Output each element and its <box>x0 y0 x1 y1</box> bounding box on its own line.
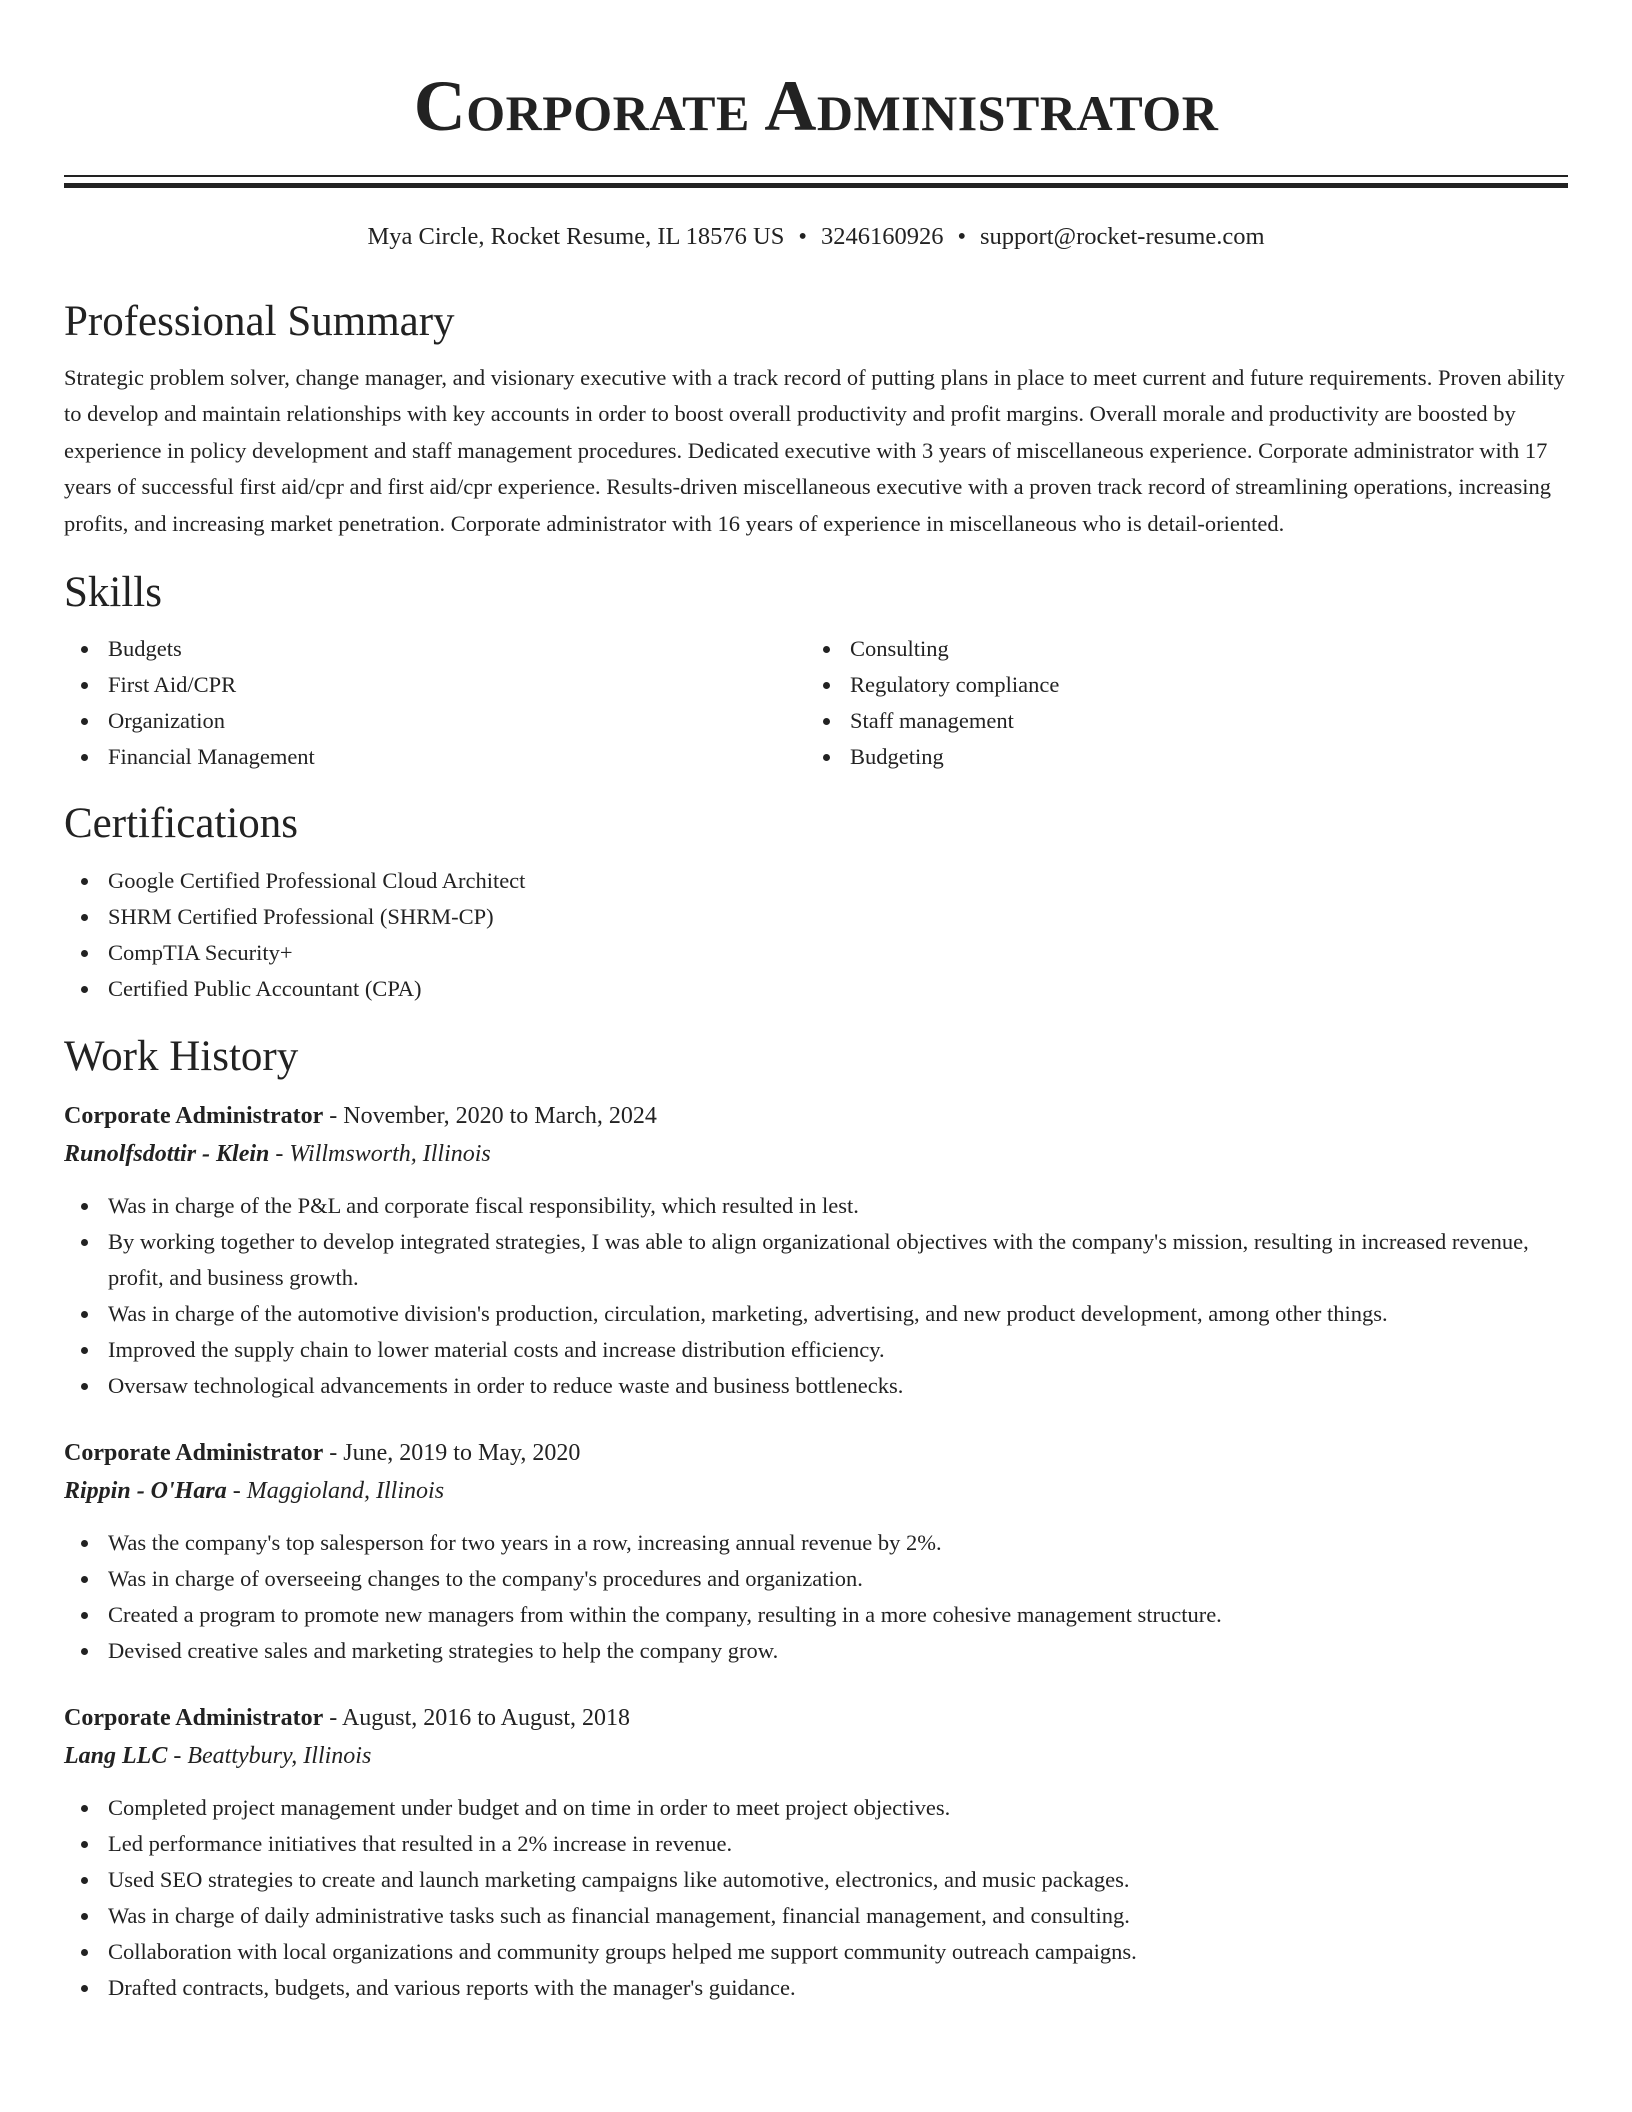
skills-section <box>64 569 1568 775</box>
skill-item: Organization <box>64 703 806 739</box>
resume-name-title: Corporate Administrator <box>413 66 1219 146</box>
skill-item: Regulatory compliance <box>806 667 1548 703</box>
job-location: - Beattybury, Illinois <box>167 1743 372 1770</box>
contact-email: support@rocket-resume.com <box>980 223 1265 250</box>
job-bullet: Was in charge of the P&L and corporate fiscal responsibility, which resulted in lest. <box>64 1188 1568 1224</box>
job-bullets <box>64 1790 1568 2006</box>
certification-item: CompTIA Security+ <box>64 935 1568 971</box>
certifications-heading: Certifications <box>64 800 299 848</box>
job-company-line <box>64 1737 1568 1775</box>
skills-column-right <box>806 631 1548 775</box>
skill-item: First Aid/CPR <box>64 667 806 703</box>
job-entry <box>64 1699 1568 2006</box>
job-entry <box>64 1434 1568 1669</box>
skill-item: Budgets <box>64 631 806 667</box>
summary-text: Strategic problem solver, change manager, and visionary executive with a track record of putting plans in place to meet current and future requirements. Proven ability to develop and maintain relationships with key accounts in order to boost overall productivity and profit margins. Overall morale and productivity are boosted by experience in policy development and staff management procedures. Dedicated executive with 3 years of miscellaneous experience. Corporate administrator with 17 years of successful first aid/cpr and first aid/cpr experience. Results-driven miscellaneous executive with a proven track record of streamlining operations, increasing profits, and increasing market penetration. Corporate administrator with 16 years of experience in miscellaneous who is detail-oriented. <box>64 364 1565 536</box>
work-history-heading: Work History <box>64 1032 299 1080</box>
job-company: Lang LLC <box>64 1743 168 1770</box>
job-location: - Maggioland, Illinois <box>226 1478 445 1505</box>
job-bullet: Devised creative sales and marketing strategies to help the company grow. <box>64 1633 1568 1669</box>
job-title-line <box>64 1097 1568 1135</box>
job-dates: - August, 2016 to August, 2018 <box>323 1705 630 1732</box>
skill-item: Staff management <box>806 703 1548 739</box>
certification-item: Certified Public Accountant (CPA) <box>64 971 1568 1007</box>
skills-column-left <box>64 631 806 775</box>
skills-grid <box>64 631 1568 775</box>
skills-heading: Skills <box>64 569 162 617</box>
job-bullets <box>64 1188 1568 1404</box>
job-entry <box>64 1097 1568 1404</box>
job-bullet: Used SEO strategies to create and launch marketing campaigns like automotive, electronics, and music packages. <box>64 1862 1568 1898</box>
job-company: Rippin - O'Hara <box>64 1478 227 1505</box>
job-title-line <box>64 1699 1568 1737</box>
job-bullet: Was in charge of the automotive division's production, circulation, marketing, advertising, and new product development, among other things. <box>64 1296 1568 1332</box>
contact-phone: 3246160926 <box>820 223 944 250</box>
contact-address: Mya Circle, Rocket Resume, IL 18576 US <box>367 223 785 250</box>
job-bullet: Improved the supply chain to lower material costs and increase distribution efficiency. <box>64 1332 1568 1368</box>
summary-heading: Professional Summary <box>64 298 455 346</box>
job-dates: - June, 2019 to May, 2020 <box>323 1440 581 1467</box>
contact-line <box>64 222 1568 251</box>
job-location: - Willmsworth, Illinois <box>269 1141 491 1168</box>
certification-item: SHRM Certified Professional (SHRM-CP) <box>64 899 1568 935</box>
resume-page <box>64 0 1568 2006</box>
contact-separator: • <box>798 223 807 250</box>
job-bullet: Led performance initiatives that resulted in a 2% increase in revenue. <box>64 1826 1568 1862</box>
job-bullet: Was in charge of daily administrative tasks such as financial management, financial management, and consulting. <box>64 1898 1568 1934</box>
certifications-section <box>64 800 1568 1006</box>
job-bullet: Was the company's top salesperson for two years in a row, increasing annual revenue by 2%. <box>64 1525 1568 1561</box>
skill-item: Budgeting <box>806 739 1548 775</box>
summary-section <box>64 298 1568 542</box>
certification-item: Google Certified Professional Cloud Architect <box>64 863 1568 899</box>
job-title: Corporate Administrator <box>64 1440 324 1467</box>
job-bullet: Completed project management under budget and on time in order to meet project objectives. <box>64 1790 1568 1826</box>
skill-item: Consulting <box>806 631 1548 667</box>
certifications-list <box>64 863 1568 1007</box>
job-company-line <box>64 1472 1568 1510</box>
job-bullet: Was in charge of overseeing changes to the company's procedures and organization. <box>64 1561 1568 1597</box>
header-divider-thin <box>64 175 1568 177</box>
job-title: Corporate Administrator <box>64 1705 324 1732</box>
job-bullet: By working together to develop integrated strategies, I was able to align organizational objectives with the company's mission, resulting in increased revenue, profit, and business growth. <box>64 1224 1568 1296</box>
job-bullet: Collaboration with local organizations and community groups helped me support community outreach campaigns. <box>64 1934 1568 1970</box>
job-dates: - November, 2020 to March, 2024 <box>323 1103 657 1130</box>
job-bullet: Oversaw technological advancements in order to reduce waste and business bottlenecks. <box>64 1368 1568 1404</box>
job-title-line <box>64 1434 1568 1472</box>
job-company: Runolfsdottir - Klein <box>64 1141 270 1168</box>
contact-separator: • <box>957 223 967 250</box>
job-bullet: Created a program to promote new managers from within the company, resulting in a more cohesive management structure. <box>64 1597 1568 1633</box>
job-bullet: Drafted contracts, budgets, and various reports with the manager's guidance. <box>64 1970 1568 2006</box>
job-title: Corporate Administrator <box>64 1103 324 1130</box>
skill-item: Financial Management <box>64 739 806 775</box>
job-bullets <box>64 1525 1568 1669</box>
header-divider-thick <box>64 183 1568 188</box>
job-company-line <box>64 1135 1568 1173</box>
work-history-section <box>64 1033 1568 2006</box>
